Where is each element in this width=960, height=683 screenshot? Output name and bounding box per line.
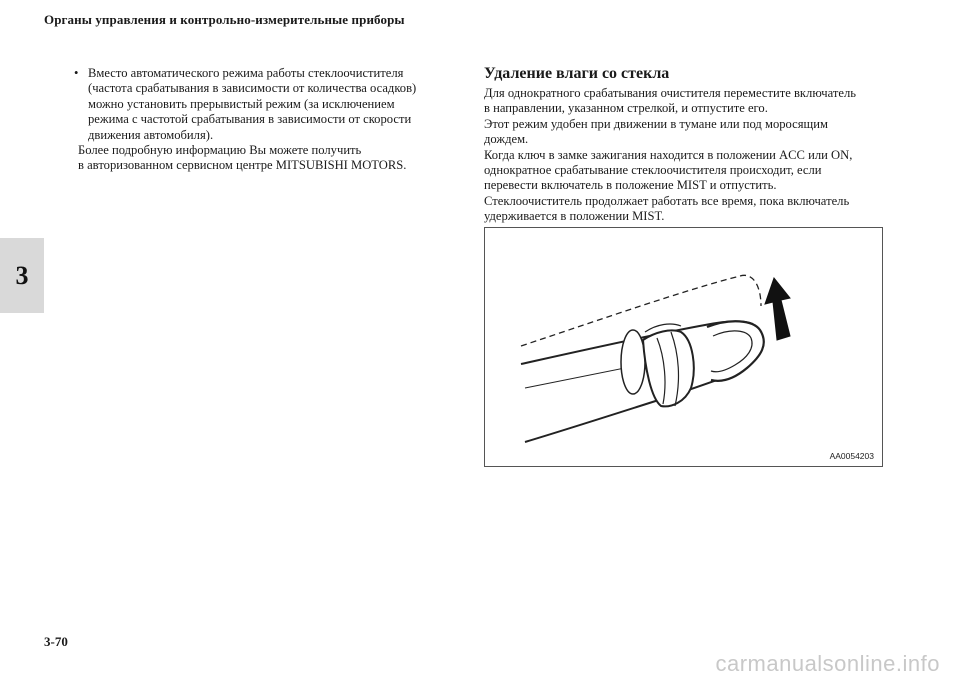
page-header-title: Органы управления и контрольно-измерительные приборы bbox=[44, 12, 405, 27]
text-line: (частота срабатывания в зависимости от количества осадков) bbox=[88, 81, 417, 96]
text-line: однократное срабатывание стеклоочистителя происходит, если bbox=[484, 163, 822, 178]
text-line: можно установить прерывистый режим (за исключением bbox=[88, 96, 395, 111]
text-line: Более подробную информацию Вы можете получить bbox=[78, 143, 362, 158]
text-line: Этот режим удобен при движении в тумане или под моросящим bbox=[484, 116, 828, 131]
right-column bbox=[484, 64, 884, 225]
text-line: дождем. bbox=[484, 132, 529, 147]
chapter-number: 3 bbox=[15, 260, 29, 290]
figure-code: AA0054203 bbox=[829, 451, 874, 461]
rotary-ring-back bbox=[621, 330, 645, 394]
direction-arrow bbox=[765, 278, 790, 340]
left-column bbox=[72, 66, 460, 174]
bullet-text bbox=[88, 66, 460, 143]
text-line: Стеклоочиститель продолжает работать все время, пока включатель bbox=[484, 193, 850, 208]
chapter-tab bbox=[0, 238, 44, 313]
text-line: движения автомобиля). bbox=[88, 127, 214, 142]
bullet-item bbox=[72, 66, 460, 143]
wiper-lever-figure bbox=[484, 227, 883, 467]
text-line: удерживается в положении MIST. bbox=[484, 209, 665, 224]
section-body bbox=[484, 86, 884, 225]
watermark: carmanualsonline.info bbox=[715, 651, 940, 676]
wiper-lever-icon bbox=[485, 228, 882, 466]
text-line: в направлении, указанном стрелкой, и отпустите его. bbox=[484, 101, 768, 116]
page-number: 3-70 bbox=[44, 634, 68, 649]
text-line: Вместо автоматического режима работы стеклоочистителя bbox=[88, 66, 404, 80]
text-line: перевести включатель в положение MIST и отпустить. bbox=[484, 178, 777, 193]
text-line: режима с частотой срабатывания в зависимости от скорости bbox=[88, 112, 412, 127]
text-line: Когда ключ в замке зажигания находится в положении ACC или ON, bbox=[484, 147, 853, 162]
rotary-ring bbox=[643, 330, 694, 406]
section-title: Удаление влаги со стекла bbox=[484, 65, 670, 82]
text-line: Для однократного срабатывания очистителя переместите включатель bbox=[484, 86, 856, 100]
text-line: в авторизованном сервисном центре MITSUBISHI MOTORS. bbox=[78, 158, 407, 173]
service-note bbox=[72, 143, 460, 174]
bullet-marker: • bbox=[74, 66, 79, 80]
